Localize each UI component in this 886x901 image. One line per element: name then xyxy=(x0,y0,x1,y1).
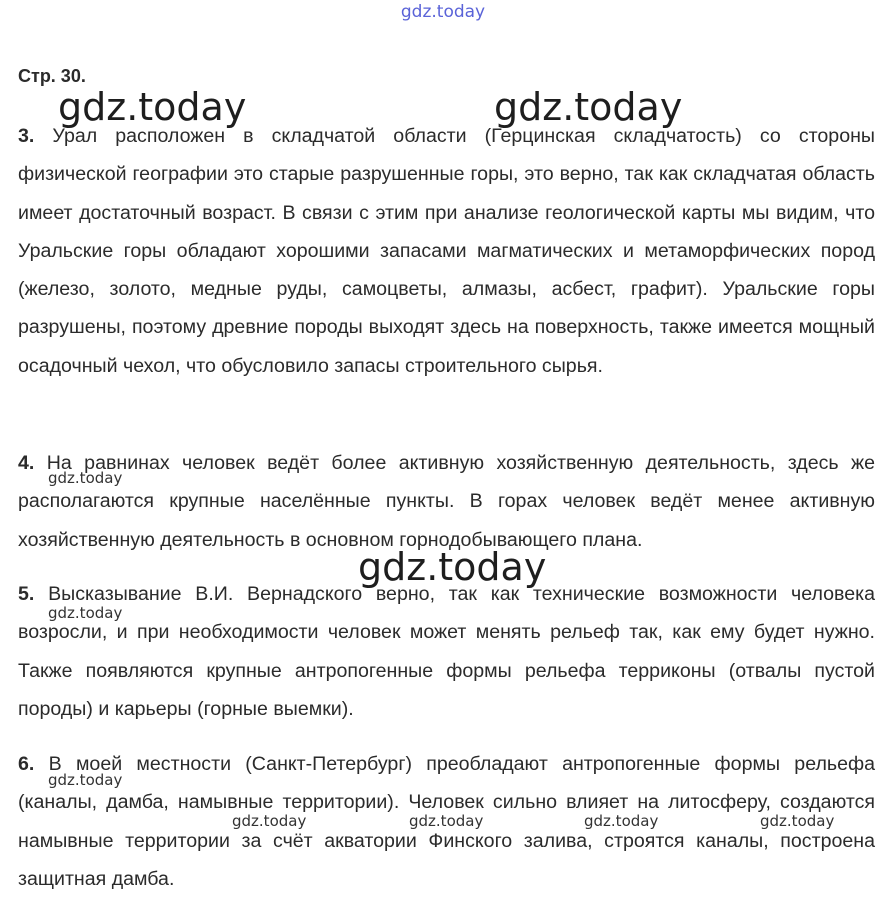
watermark: gdz.today xyxy=(584,812,659,830)
watermark: gdz.today xyxy=(232,812,307,830)
paragraph-text: На равнинах человек ведёт более активную хозяйственную деятельность, здесь же располагаются крупные населённые пункты. В горах человек ведёт менее активную хозяйственную деятельность в основном горнодобывающего плана. xyxy=(18,452,875,551)
watermark: gdz.today xyxy=(409,812,484,830)
watermark-top: gdz.today xyxy=(400,2,486,22)
watermark: gdz.today xyxy=(58,85,247,129)
paragraph-5 xyxy=(18,575,875,728)
watermark: gdz.today xyxy=(48,469,123,487)
watermark: gdz.today xyxy=(48,771,123,789)
paragraph-4 xyxy=(18,444,875,559)
watermark: gdz.today xyxy=(48,604,123,622)
paragraph-number: 5. xyxy=(18,583,35,605)
paragraph-text: Урал расположен в складчатой области (Герцинская складчатость) со стороны физической географии это старые разрушенные горы, это верно, так как складчатая область имеет достаточный возраст. В связи с этим при анализе геологической карты мы видим, что Уральские горы обладают хорошими запасами магматических и метаморфических пород (железо, золото, медные руды, самоцветы, алмазы, асбест, графит). Уральские горы разрушены, поэтому древние породы выходят здесь на поверхность, также имеется мощный осадочный чехол, что обусловило запасы строительного сырья. xyxy=(18,125,875,377)
watermark: gdz.today xyxy=(760,812,835,830)
paragraph-number: 3. xyxy=(18,125,35,147)
paragraph-text: В моей местности (Санкт-Петербург) преобладают антропогенные формы рельефа (каналы, дамба, намывные территории). Человек сильно влияет на литосферу, создаются намывные территории за счёт акватории Финского залива, строятся каналы, построена защитная дамба. xyxy=(18,753,875,890)
page-title: Стр. 30. xyxy=(18,66,86,86)
paragraph-3 xyxy=(18,117,875,385)
watermark: gdz.today xyxy=(494,85,683,129)
paragraph-text: Высказывание В.И. Вернадского верно, так как технические возможности человека возросли, и при необходимости человек может менять рельеф так, как ему будет нужно. Также появляются крупные антропогенные формы рельефа терриконы (отвалы пустой породы) и карьеры (горные выемки). xyxy=(18,583,875,720)
paragraph-number: 6. xyxy=(18,753,35,775)
paragraph-number: 4. xyxy=(18,452,35,474)
watermark: gdz.today xyxy=(358,545,547,589)
